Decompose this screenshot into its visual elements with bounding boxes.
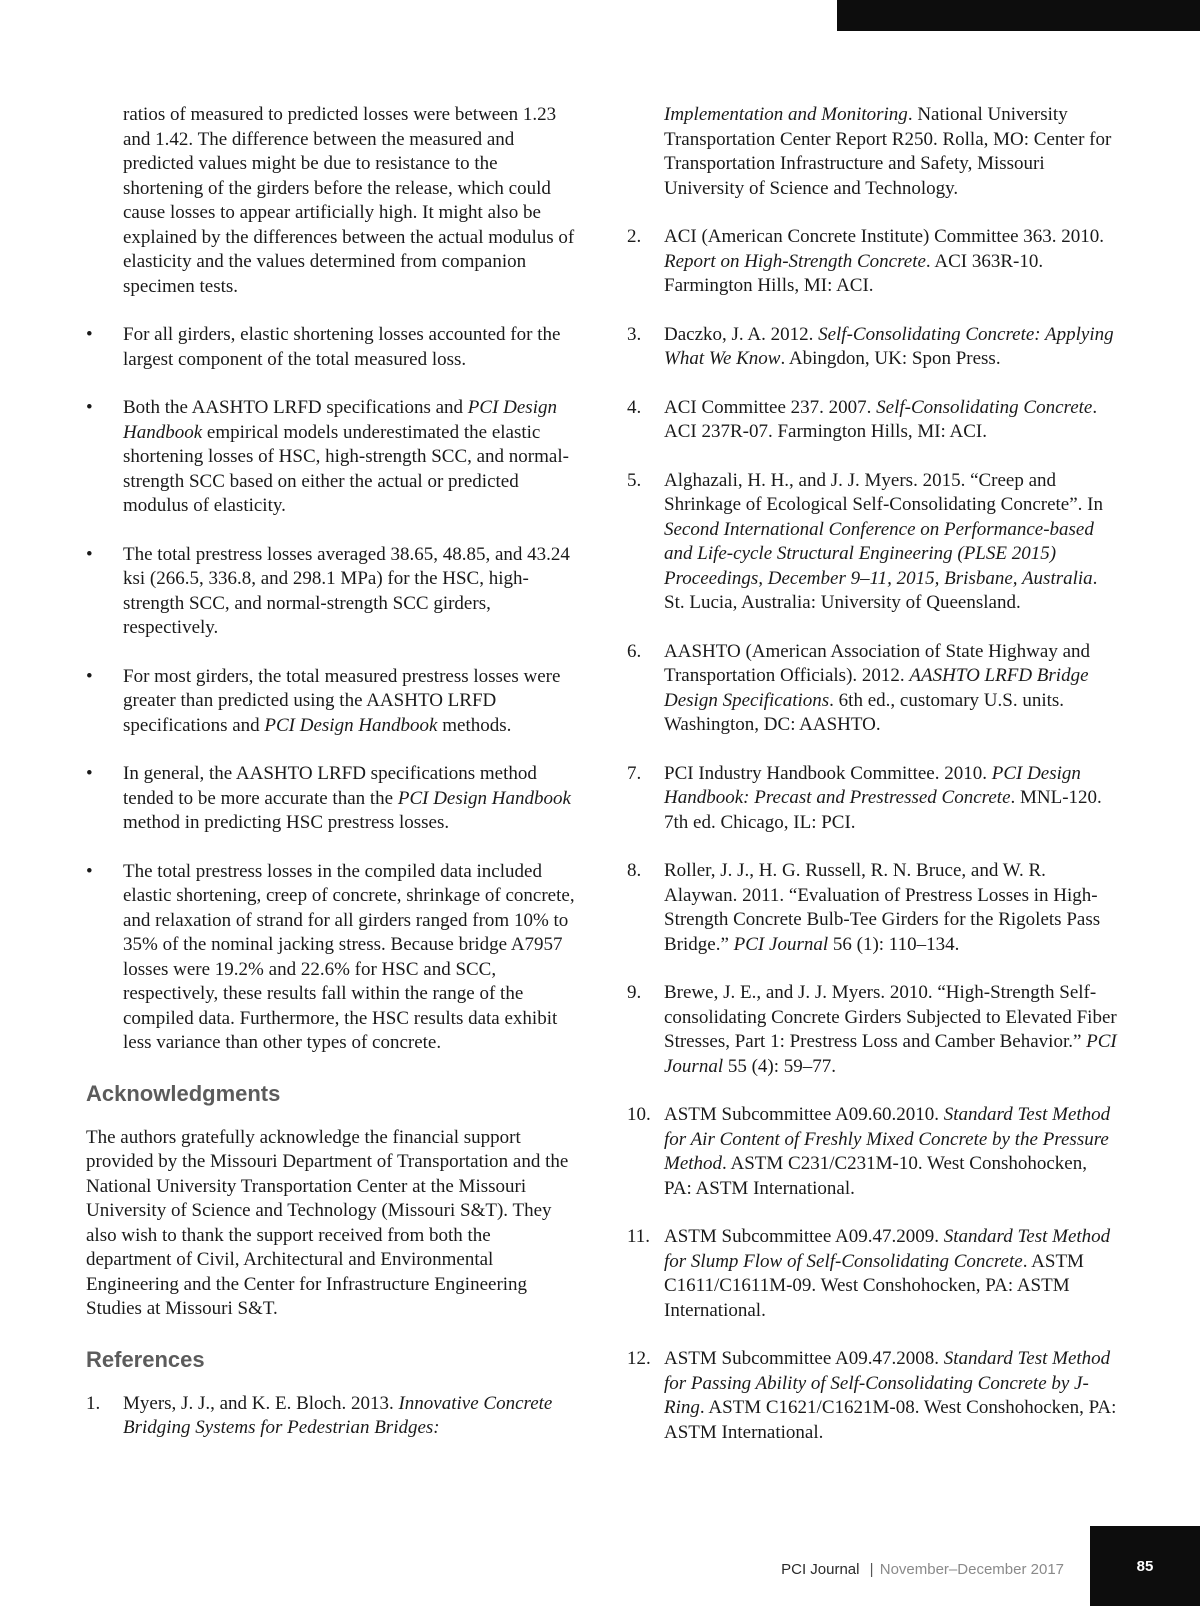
bullet-text: The total prestress losses in the compiled data included elastic shortening, creep of concrete, shrinkage of concrete, and relaxation of strand for all girders ranged from 10% to 35% of the nominal jacking stress. Because bridge A7957 losses were 19.2% and 22.6% for HSC and SCC, respectively, these results fall within the range of the compiled data. Furthermore, the HSC results data exhibit less variance than other types of concrete.	[123, 860, 575, 1053]
reference-number: 8.	[627, 860, 642, 881]
reference-text-post: . National University Transportation Center Report R250. Rolla, MO: Center for Transportation Infrastructure and Safety, Missouri University of Science and Technology.	[664, 104, 1112, 199]
reference-title: AASHTO LRFD Bridge Design Specifications	[664, 665, 1089, 711]
reference-title: Report on High-Strength Concrete	[664, 250, 926, 272]
reference-text-pre: ASTM Subcommittee A09.47.2008.	[664, 1348, 944, 1369]
reference-item	[627, 859, 1117, 957]
reference-title: Standard Test Method for Passing Ability of Self-Consolidating Concrete by J-Ring	[664, 1348, 1111, 1418]
bullet-dot: •	[86, 860, 93, 882]
bullet-text-post: methods.	[437, 714, 512, 736]
footer-separator: |	[869, 1561, 874, 1578]
reference-number: 10.	[627, 1104, 651, 1125]
page-number-box	[1090, 1526, 1200, 1606]
reference-text-post: . MNL-120. 7th ed. Chicago, IL: PCI.	[664, 787, 1102, 833]
reference-text-pre: Myers, J. J., and K. E. Bloch. 2013.	[123, 1392, 399, 1414]
reference-text-pre: ACI (American Concrete Institute) Committee 363. 2010.	[664, 226, 1105, 247]
reference-text-post: . ACI 363R-10. Farmington Hills, MI: ACI.	[664, 250, 1044, 296]
reference-text-pre: Brewe, J. E., and J. J. Myers. 2010. “High-Strength Self-consolidating Concrete Girders Subjected to Elevated Fiber Stresses, Part 1: Prestress Loss and Camber Behavior.”	[664, 982, 1117, 1052]
reference-text-pre: ACI Committee 237. 2007.	[664, 396, 877, 418]
reference-text-post: . ASTM C1621/C1621M-08. West Conshohocken, PA: ASTM International.	[664, 1397, 1117, 1443]
reference-title: Self-Consolidating Concrete	[876, 396, 1093, 418]
reference-text-post: . ASTM C1611/C1611M-09. West Conshohocken, PA: ASTM International.	[664, 1250, 1084, 1321]
footer-journal-name: PCI Journal	[781, 1561, 860, 1578]
reference-text-post: . Abingdon, UK: Spon Press.	[780, 348, 1001, 369]
reference-number: 3.	[627, 323, 642, 345]
reference-title: Self-Consolidating Concrete: Applying What We Know	[664, 323, 1114, 369]
reference-title: PCI Design Handbook: Precast and Prestressed Concrete	[664, 762, 1081, 808]
bullet-text-post: method in predicting HSC prestress losses.	[123, 812, 450, 833]
footer-journal-line	[781, 1561, 1064, 1578]
reference-text-post: . ASTM C231/C231M-10. West Conshohocken, PA: ASTM International.	[664, 1153, 1087, 1199]
bullet-text-pre: For most girders, the total measured prestress losses were greater than predicted using the AASHTO LRFD specifications and	[123, 665, 561, 736]
acknowledgments-heading: Acknowledgments	[86, 1080, 281, 1106]
reference-title: PCI Journal	[664, 1031, 1117, 1077]
right-column	[627, 103, 1117, 1469]
bullet-text-italic: PCI Design Handbook	[264, 714, 438, 736]
reference-title: Standard Test Method for Slump Flow of Self-Consolidating Concrete	[664, 1226, 1111, 1272]
bullet-text-italic: PCI Design Handbook	[397, 787, 571, 809]
reference-item	[86, 1392, 576, 1441]
bullet-text: For all girders, elastic shortening losses accounted for the largest component of the total measured loss.	[123, 324, 561, 370]
reference-number: 12.	[627, 1348, 651, 1369]
reference-number: 11.	[627, 1226, 651, 1247]
continued-paragraph: ratios of measured to predicted losses were between 1.23 and 1.42. The difference between the measured and predicted values might be due to resistance to the shortening of the girders before the release, which could cause losses to appear artificially high. It might also be explained by the differences between the actual modulus of elasticity and the values determined from companion specimen tests.	[123, 104, 575, 297]
reference-text-post: . St. Lucia, Australia: University of Queensland.	[664, 567, 1098, 613]
reference-text-post: 56 (1): 110–134.	[828, 933, 960, 955]
reference-item	[627, 1225, 1117, 1323]
reference-item	[627, 1347, 1117, 1445]
acknowledgments-text: The authors gratefully acknowledge the financial support provided by the Missouri Department of Transportation and the National University Transportation Center at the Missouri University of Science and Technology (Missouri S&T). They also wish to thank the support received from both the department of Civil, Architectural and Environmental Engineering and the Center for Infrastructure Engineering Studies at Missouri S&T.	[86, 1126, 569, 1319]
reference-title: Standard Test Method for Air Content of Freshly Mixed Concrete by the Pressure Method	[664, 1104, 1111, 1174]
reference-item-continued	[627, 103, 1117, 201]
reference-item	[627, 396, 1117, 445]
reference-title: PCI Journal	[733, 933, 829, 955]
reference-item	[627, 323, 1117, 372]
bullet-item	[86, 543, 576, 641]
bullet-dot: •	[86, 763, 93, 784]
reference-text-pre: ASTM Subcommittee A09.60.2010.	[664, 1104, 944, 1125]
reference-item	[627, 762, 1117, 836]
page-number: 85	[1136, 1558, 1154, 1575]
bullet-text: The total prestress losses averaged 38.65, 48.85, and 43.24 ksi (266.5, 336.8, and 298.1 MPa) for the HSC, high-strength SCC, and normal-strength SCC girders, respectively.	[123, 543, 570, 638]
header-bar	[837, 0, 1200, 31]
reference-item	[627, 640, 1117, 738]
bullet-text-post: empirical models underestimated the elastic shortening losses of HSC, high-strength SCC, and normal-strength SCC based on either the actual or predicted modulus of elasticity.	[123, 421, 569, 516]
bullet-dot: •	[86, 397, 93, 418]
bullet-dot: •	[86, 665, 93, 687]
reference-item	[627, 1103, 1117, 1201]
reference-text-pre: PCI Industry Handbook Committee. 2010.	[664, 762, 992, 784]
reference-text-post: 55 (4): 59–77.	[723, 1055, 837, 1077]
left-column	[86, 103, 576, 1465]
reference-number: 5.	[627, 469, 642, 491]
reference-text-pre: Roller, J. J., H. G. Russell, R. N. Bruce, and W. R. Alaywan. 2011. “Evaluation of Prestress Losses in High-Strength Concrete Bulb-Tee Girders for the Rigolets Pass Bridge.”	[664, 860, 1101, 955]
reference-title: Innovative Concrete Bridging Systems for Pedestrian Bridges:	[123, 1392, 553, 1438]
reference-item	[627, 225, 1117, 299]
bullet-item	[86, 665, 576, 739]
reference-number: 6.	[627, 640, 642, 662]
bullet-dot: •	[86, 324, 93, 345]
bullet-text-pre: In general, the AASHTO LRFD specifications method tended to be more accurate than the	[123, 763, 537, 809]
bullet-item	[86, 323, 576, 372]
reference-number: 7.	[627, 762, 642, 784]
bullet-item	[86, 396, 576, 519]
bullet-text-italic: PCI Design Handbook	[123, 397, 557, 443]
reference-text-post: . 6th ed., customary U.S. units. Washington, DC: AASHTO.	[664, 689, 1065, 735]
bullet-item	[86, 860, 576, 1056]
reference-number: 1.	[86, 1392, 101, 1414]
bullet-item	[86, 762, 576, 836]
references-heading: References	[86, 1346, 205, 1372]
reference-number: 2.	[627, 226, 642, 247]
reference-title: Second International Conference on Performance-based and Life-cycle Structural Engineering (PLSE 2015) Proceedings, December 9–11, 2015, Brisbane, Australia	[664, 518, 1094, 589]
reference-text-pre: Alghazali, H. H., and J. J. Myers. 2015. “Creep and Shrinkage of Ecological Self-Consolidating Concrete”. In	[664, 469, 1103, 515]
reference-number: 4.	[627, 396, 642, 418]
reference-text-post: . ACI 237R-07. Farmington Hills, MI: ACI.	[664, 396, 1098, 442]
reference-text-pre: AASHTO (American Association of State Highway and Transportation Officials). 2012.	[664, 640, 1091, 686]
reference-item	[627, 981, 1117, 1079]
reference-title: Implementation and Monitoring	[664, 104, 908, 125]
reference-number: 9.	[627, 982, 642, 1003]
bullet-dot: •	[86, 543, 93, 565]
reference-text-pre: Daczko, J. A. 2012.	[664, 323, 819, 345]
bullet-text-pre: Both the AASHTO LRFD specifications and	[123, 397, 468, 418]
footer-issue-date: November–December 2017	[879, 1561, 1064, 1578]
reference-item	[627, 469, 1117, 616]
reference-text-pre: ASTM Subcommittee A09.47.2009.	[664, 1226, 944, 1247]
